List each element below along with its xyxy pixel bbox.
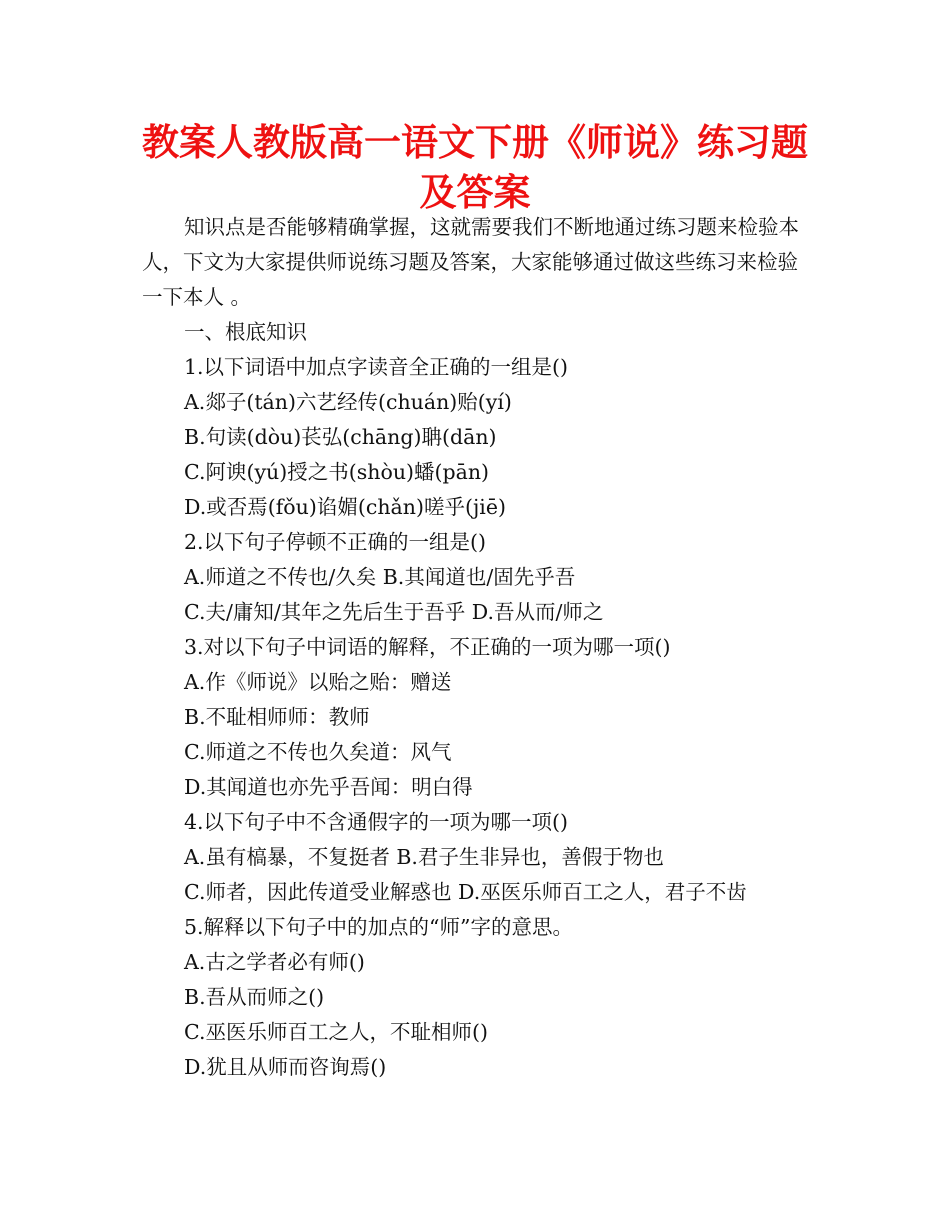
question-5-option-b: B.吾从而师之() <box>184 985 325 1009</box>
question-2-options-cd: C.夫/庸知/其年之先后生于吾乎 D.吾从而/师之 <box>184 600 604 624</box>
question-2: 2.以下句子停顿不正确的一组是() <box>184 530 487 554</box>
question-3-option-a: A.作《师说》以贻之贻：赠送 <box>184 670 452 694</box>
question-3-option-d: D.其闻道也亦先乎吾闻：明白得 <box>184 775 473 799</box>
question-1-option-a: A.郯子(tán)六艺经传(chuán)贻(yí) <box>184 390 512 414</box>
question-4-options-cd: C.师者，因此传道受业解惑也 D.巫医乐师百工之人，君子不齿 <box>184 880 747 904</box>
question-1-option-c: C.阿谀(yú)授之书(shòu)蟠(pān) <box>184 460 490 484</box>
question-1-option-d: D.或否焉(fǒu)谄媚(chǎn)嗟乎(jiē) <box>184 495 506 519</box>
question-3-option-b: B.不耻相师师：教师 <box>184 705 370 729</box>
document-body <box>142 210 814 1085</box>
question-5-option-d: D.犹且从师而咨询焉() <box>184 1055 387 1079</box>
question-4: 4.以下句子中不含通假字的一项为哪一项() <box>184 810 569 834</box>
question-1-option-b: B.句读(dòu)苌弘(chāng)聃(dān) <box>184 425 497 449</box>
question-5: 5.解释以下句子中的加点的“师”字的意思。 <box>184 915 574 939</box>
question-5-option-a: A.古之学者必有师() <box>184 950 365 974</box>
question-2-options-ab: A.师道之不传也/久矣 B.其闻道也/固先乎吾 <box>184 565 576 589</box>
document-title: 教案人教版高一语文下册《师说》练习题及答案 <box>142 121 808 214</box>
question-1: 1.以下词语中加点字读音全正确的一组是() <box>184 355 569 379</box>
intro-paragraph: 知识点是否能够精确掌握，这就需要我们不断地通过练习题来检验本人，下文为大家提供师说练习题及答案，大家能够通过做这些练习来检验一下本人 。 <box>142 215 799 309</box>
section-heading: 一、根底知识 <box>184 320 307 344</box>
question-3: 3.对以下句子中词语的解释，不正确的一项为哪一项() <box>184 635 671 659</box>
question-3-option-c: C.师道之不传也久矣道：风气 <box>184 740 452 764</box>
question-4-options-ab: A.虽有槁暴，不复挺者 B.君子生非异也，善假于物也 <box>184 845 664 869</box>
question-5-option-c: C.巫医乐师百工之人，不耻相师() <box>184 1020 488 1044</box>
